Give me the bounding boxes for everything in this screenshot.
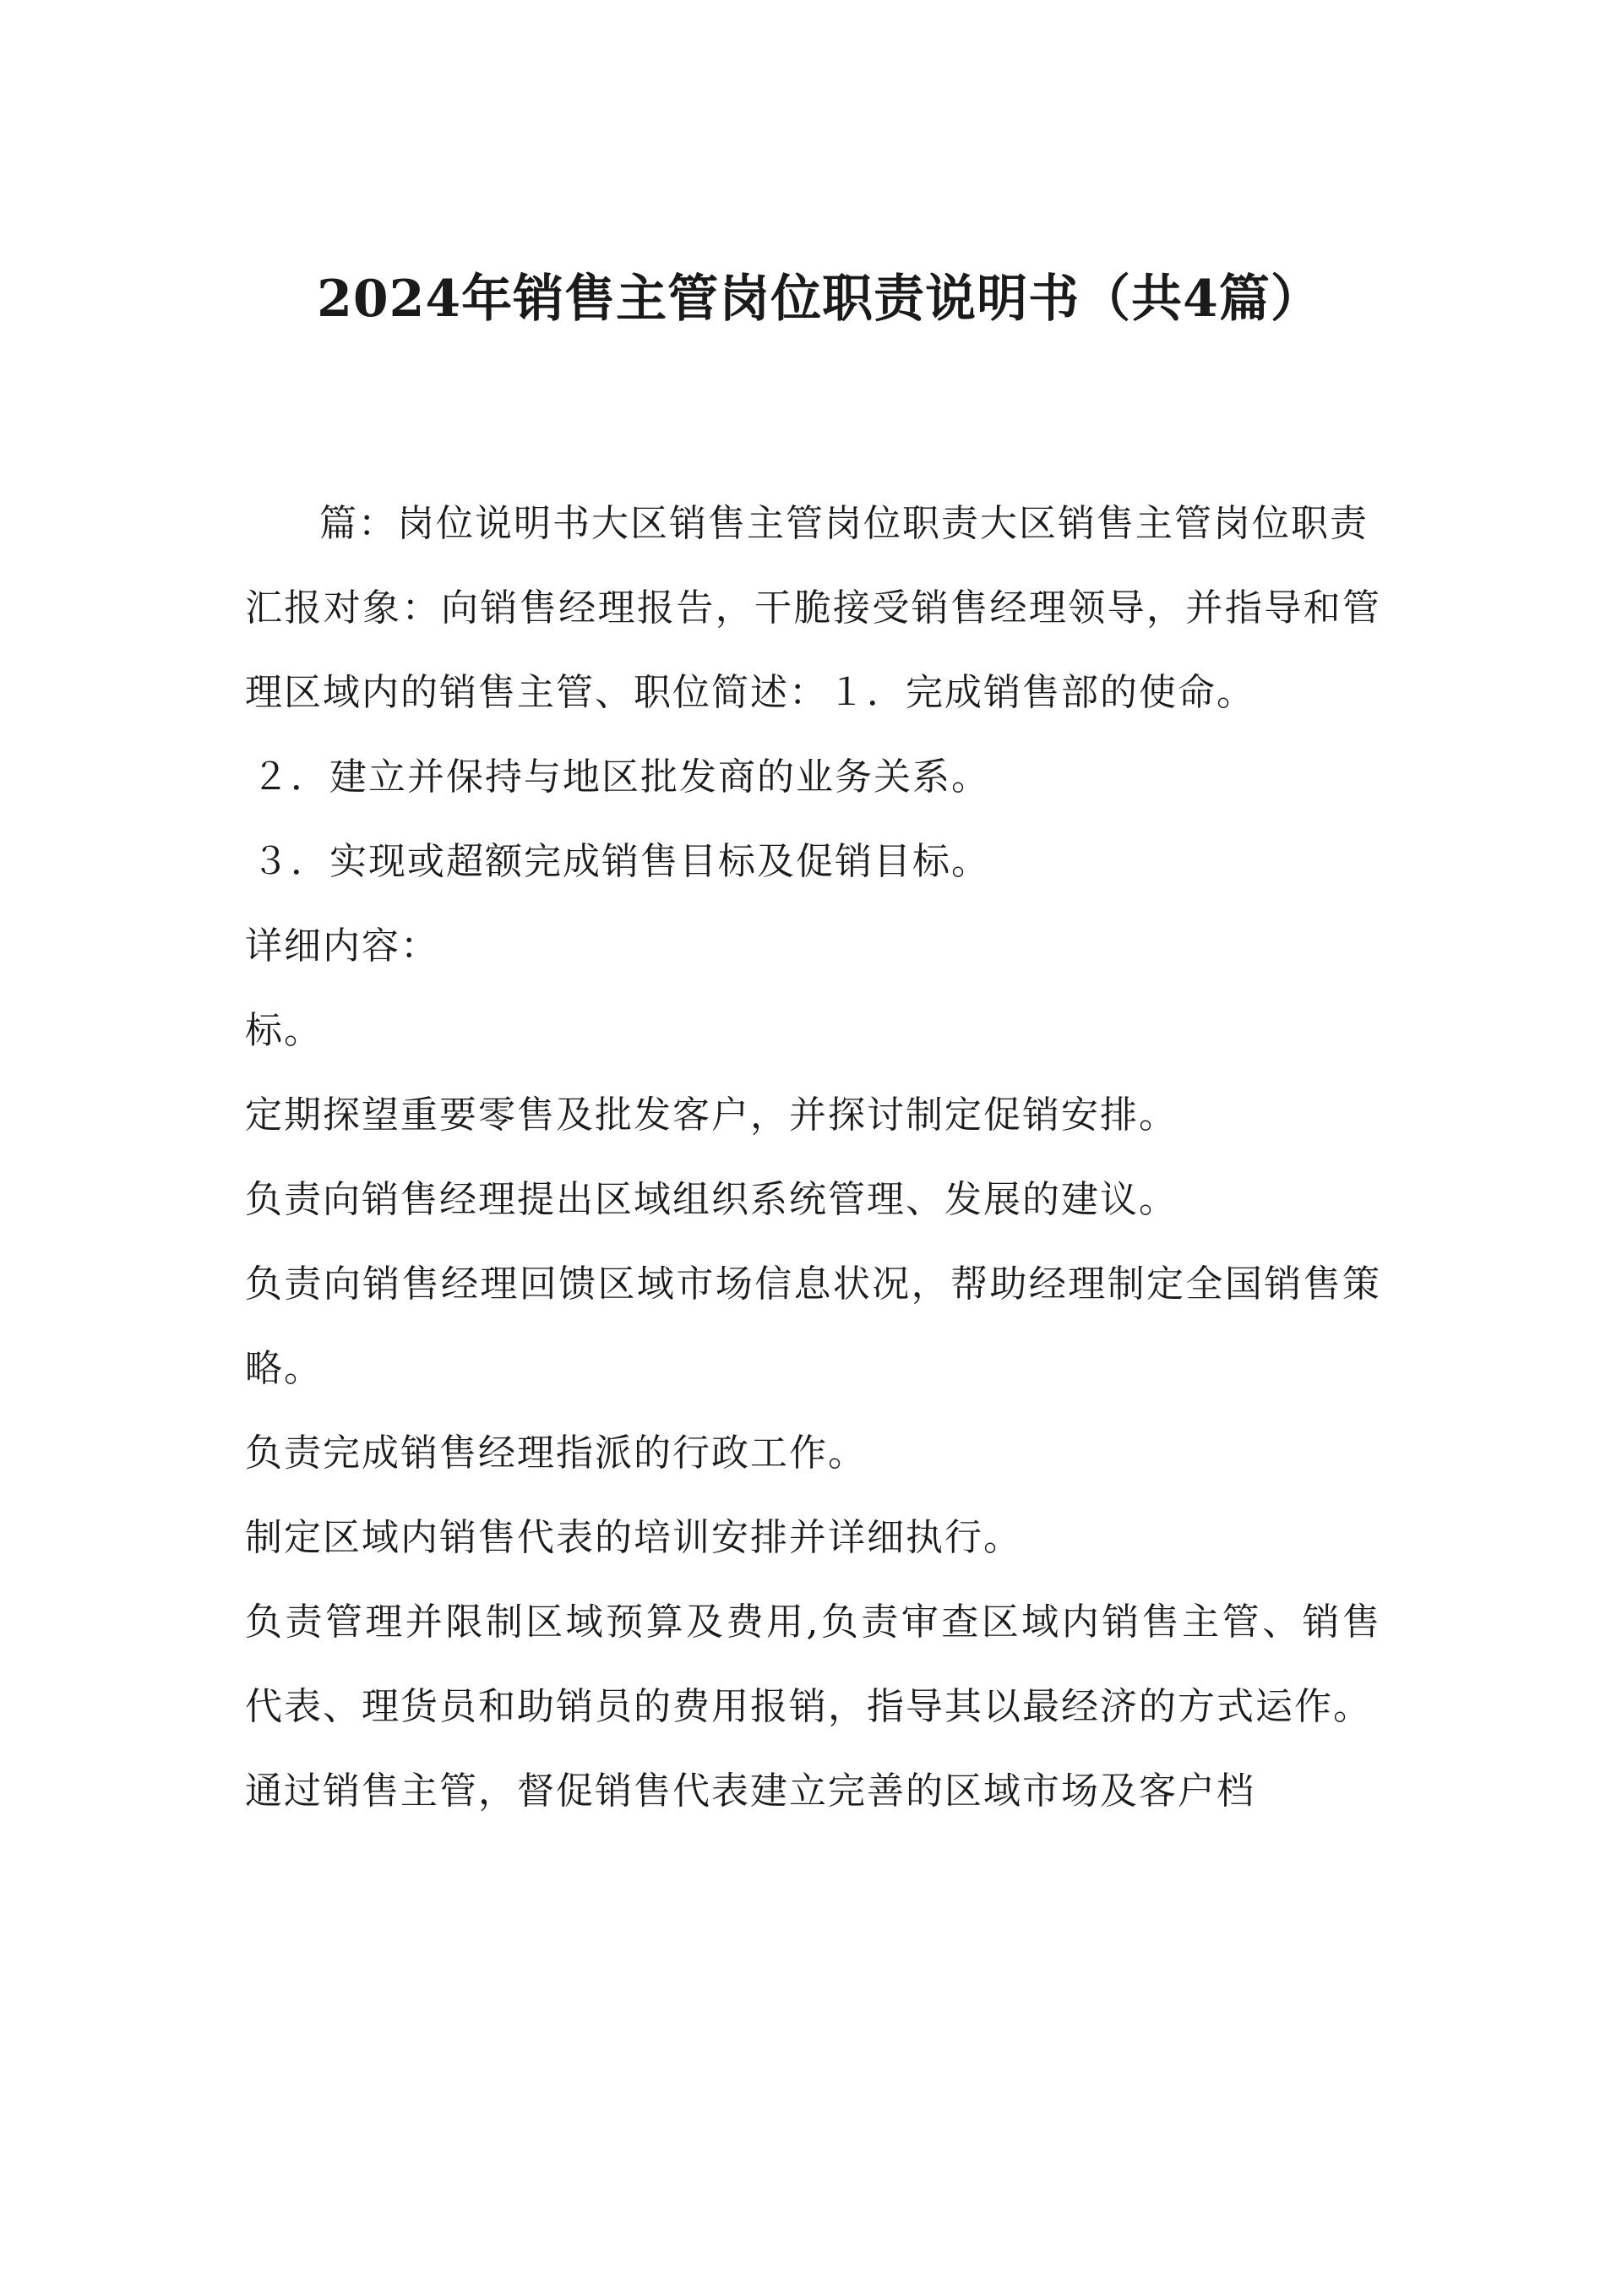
paragraph: 负责向销售经理回馈区域市场信息状况，帮助经理制定全国销售策略。 <box>245 1263 1381 1390</box>
paragraph: 负责完成销售经理指派的行政工作。 <box>245 1432 867 1475</box>
paragraph: 详细内容： <box>245 924 439 968</box>
paragraph: 制定区域内销售代表的培训安排并详细执行。 <box>245 1516 1022 1559</box>
paragraph: ３．实现或超额完成销售目标及促销目标。 <box>252 840 990 883</box>
paragraph: 汇报对象：向销售经理报告，干脆接受销售经理领导，并指导和管理区域内的销售主管、职位简述：１．完成销售部的使命。 <box>245 586 1381 714</box>
document-title: 2024年销售主管岗位职责说明书（共4篇） <box>317 270 1322 329</box>
paragraph: 负责管理并限制区域预算及费用,负责审查区域内销售主管、销售代表、理货员和助销员的费用报销，指导其以最经济的方式运作。 <box>245 1601 1381 1728</box>
paragraph: 负责向销售经理提出区域组织系统管理、发展的建议。 <box>245 1178 1178 1221</box>
paragraph: 标。 <box>245 1009 323 1052</box>
paragraph: 定期探望重要零售及批发客户，并探讨制定促销安排。 <box>245 1093 1178 1137</box>
paragraph: ２．建立并保持与地区批发商的业务关系。 <box>252 755 990 799</box>
paragraph: 篇：岗位说明书大区销售主管岗位职责大区销售主管岗位职责 <box>319 502 1369 545</box>
document-body <box>245 482 1381 1834</box>
paragraph: 通过销售主管，督促销售代表建立完善的区域市场及客户档 <box>245 1770 1255 1813</box>
